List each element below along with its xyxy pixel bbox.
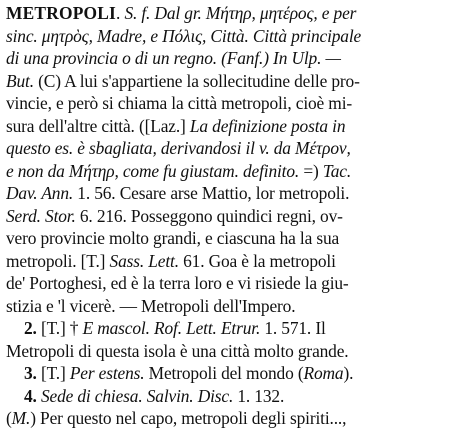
entry-line <box>6 2 467 25</box>
sense-number: 3. <box>24 363 37 383</box>
italic-text: Tac. <box>322 160 352 181</box>
text-segment: [T.] <box>36 363 70 383</box>
entry-line <box>6 385 467 408</box>
entry-line <box>6 272 467 295</box>
italic-text: Sede di chiesa. Salvin. Disc. <box>40 385 234 406</box>
sense-number: 4. <box>24 385 37 406</box>
entry-line <box>6 92 467 115</box>
text-segment: Metropoli di questa isola è una città molto grande. <box>6 340 349 361</box>
entry-line <box>6 70 467 93</box>
italic-text: Per estens. <box>69 363 145 383</box>
text-segment: 1. 571. Il <box>260 318 326 338</box>
entry-line <box>6 137 467 160</box>
text-segment: 61. Goa è la metropoli <box>178 250 336 271</box>
text-segment: 1. 132. <box>233 385 285 406</box>
entry-line <box>6 115 467 138</box>
italic-text: Serd. Stor. <box>6 205 76 226</box>
text-segment: ( <box>6 408 12 428</box>
entry-line <box>6 317 467 340</box>
entry-line <box>6 250 467 273</box>
text-segment: metropoli. [T.] <box>6 250 110 271</box>
entry-line <box>6 295 467 318</box>
text-segment: [T.] † <box>36 318 83 338</box>
entry-line <box>6 182 467 205</box>
entry-line <box>6 407 467 430</box>
entry-line <box>6 362 467 385</box>
text-segment: =) <box>299 160 323 181</box>
italic-text: La definizione posta in <box>189 115 346 136</box>
text-segment: (C) A lui s'appartiene la sollecitudine delle pro- <box>33 70 360 91</box>
italic-text: Dav. Ann. <box>6 183 74 203</box>
entry-line <box>6 227 467 250</box>
text-segment: ) Per questo nel capo, metropoli degli spiriti..., <box>30 408 347 428</box>
italic-text: questo es. è sbagliata, derivandosi il v. da Μέτρον, <box>6 138 351 158</box>
italic-text: Roma <box>303 363 344 383</box>
italic-text: sinc. μητρὸς, Madre, e Πόλις, Città. Città principale <box>6 25 362 46</box>
italic-text: M. <box>11 408 31 428</box>
italic-text: di una provincia o di un regno. (Fanf.) In Ulp. — <box>6 48 341 68</box>
entry-line <box>6 25 467 48</box>
text-segment: sura dell'altre città. ([Laz.] <box>6 115 190 136</box>
headword: METROPOLI <box>6 3 117 23</box>
italic-text: S. f. Dal gr. Μήτηρ, μητέρος, e per <box>124 3 357 23</box>
entry-line <box>6 205 467 228</box>
text-segment: Metropoli del mondo ( <box>144 363 304 383</box>
text-segment: de' Portoghesi, ed è la terra loro e vi risiede la giu- <box>6 273 349 293</box>
text-segment: ). <box>343 363 354 383</box>
text-segment: 6. 216. Posseggono quindici regni, ov- <box>75 205 343 226</box>
sense-number: 2. <box>24 318 37 338</box>
entry-line <box>6 340 467 363</box>
italic-text: Sass. Lett. <box>109 250 179 271</box>
text-segment: . <box>116 3 125 23</box>
text-segment: vincie, e però si chiama la città metropoli, cioè mi- <box>6 93 353 113</box>
text-segment: stizia e 'l vicerè. — Metropoli dell'Impero. <box>6 295 296 316</box>
entry-line <box>6 47 467 70</box>
entry-line <box>6 160 467 183</box>
italic-text: But. <box>6 70 34 91</box>
text-segment: 1. 56. Cesare arse Mattio, lor metropoli. <box>73 183 350 203</box>
text-segment: vero provincie molto grandi, e ciascuna ha la sua <box>6 228 340 248</box>
italic-text: E mascol. Rof. Lett. Etrur. <box>82 318 261 338</box>
italic-text: e non da Μήτηρ, come fu giustam. definito. <box>6 160 300 181</box>
